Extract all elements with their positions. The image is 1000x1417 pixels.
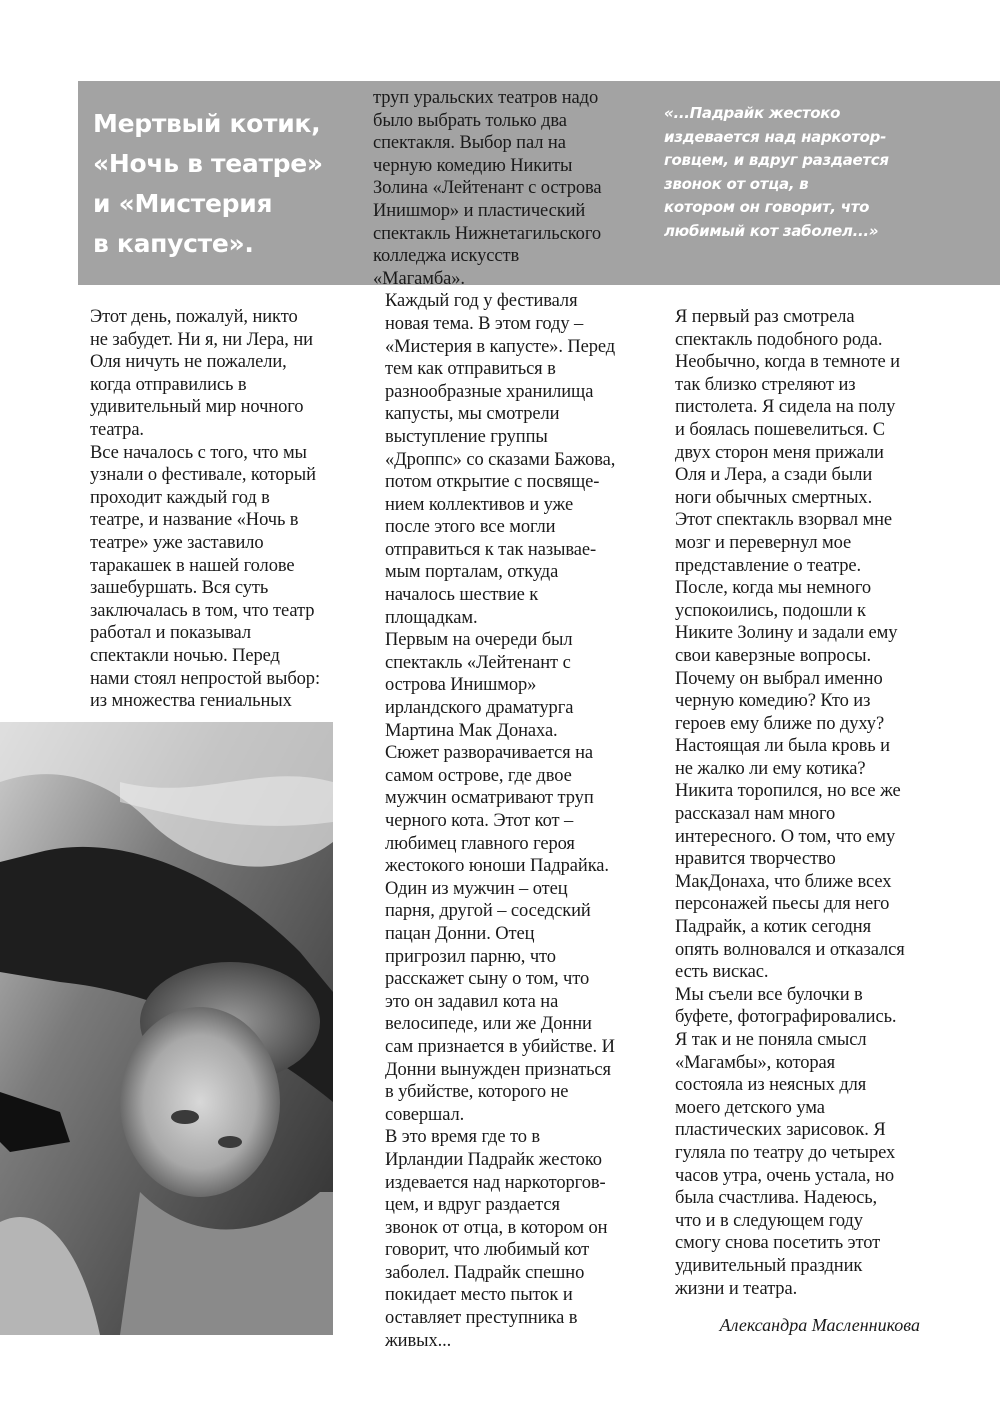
text-line: Этот спектакль взорвал мне	[675, 510, 893, 531]
article-paragraph	[663, 509, 925, 577]
headline-line: и «Мистерия	[93, 189, 273, 218]
pullquote-line: любимый кот заболел...»	[664, 221, 879, 240]
text-line: отправиться к так называе-	[385, 539, 597, 560]
article-column-3	[663, 306, 925, 1300]
text-line: было выбрать только два	[373, 110, 567, 131]
text-line: театра.	[90, 419, 144, 440]
text-line: гуляла по театру до четырех	[675, 1142, 896, 1163]
text-line: новая тема. В этом году –	[385, 313, 584, 334]
theatre-photo-image	[0, 722, 333, 1335]
text-line: Я так и не поняла смысл	[675, 1030, 867, 1050]
text-line: часов утра, очень устала, но	[675, 1165, 895, 1186]
text-line: пригрозил парню, что	[385, 946, 556, 967]
text-line: Золина «Лейтенант с острова	[373, 178, 602, 199]
text-line: Необычно, когда в темноте и	[675, 352, 900, 373]
text-line: После, когда мы немного	[675, 578, 871, 599]
text-line: пластических зарисовок. Я	[675, 1120, 886, 1141]
text-line: свои каверзные вопросы.	[675, 645, 871, 666]
text-line: Донни вынужден признаться	[385, 1059, 611, 1080]
text-line: ноги обычных смертных.	[675, 487, 873, 508]
text-line: заболел. Падрайк спешно	[385, 1262, 585, 1283]
text-line: Инишмор» и пластический	[373, 200, 586, 221]
text-line: издевается над наркоторгов-	[385, 1172, 606, 1193]
text-line: говорит, что любимый кот	[385, 1240, 590, 1261]
text-line: когда отправились в	[90, 374, 247, 395]
text-line: Все началось с того, что мы	[90, 442, 307, 463]
text-line: любимец главного героя	[385, 833, 575, 854]
text-line: площадкам.	[385, 607, 478, 628]
text-line: двух сторон меня прижали	[675, 442, 884, 463]
text-line: спектакль «Лейтенант с	[385, 652, 571, 673]
text-line: Оля и Лера, а сзади были	[675, 465, 873, 486]
text-line: самом острове, где двое	[385, 765, 572, 786]
text-line: буфете, фотографировались.	[675, 1007, 897, 1028]
text-line: черного кота. Этот кот –	[385, 811, 574, 831]
text-line: нами стоял непростой выбор:	[90, 668, 320, 689]
text-line: Почему он выбрал именно	[675, 668, 883, 689]
pullquote-line: котором он говорит, что	[664, 198, 870, 216]
article-paragraph	[373, 629, 643, 1126]
text-line: так близко стреляют из	[675, 374, 856, 395]
text-line: Оля ничуть не пожалели,	[90, 352, 287, 373]
article-paragraph	[373, 87, 643, 290]
text-line: Мартина Мак Донаха.	[385, 720, 558, 741]
text-line: Сюжет разворачивается на	[385, 743, 593, 764]
text-line: Один из мужчин – отец	[385, 878, 568, 899]
text-line: потом открытие с посвяще-	[385, 472, 600, 493]
text-line: не забудет. Ни я, ни Лера, ни	[90, 329, 313, 350]
pull-quote	[664, 102, 994, 243]
article-column-2	[373, 87, 643, 1352]
text-line: заключалась в том, что театр	[90, 600, 315, 621]
text-line: Падрайк, а котик сегодня	[675, 917, 871, 938]
text-line: была счастлива. Надеюсь,	[675, 1188, 878, 1209]
text-line: Я первый раз смотрела	[675, 307, 855, 327]
text-line: велосипеде, или же Донни	[385, 1014, 592, 1035]
text-line: разнообразные хранилища	[385, 381, 594, 402]
article-paragraph	[663, 984, 925, 1300]
text-line: спектакль Нижнетагильского	[373, 223, 601, 244]
text-line: рассказал нам много	[675, 804, 836, 825]
text-line: «Дроппс» со сказами Бажова,	[385, 449, 616, 470]
text-line: в убийстве, которого не	[385, 1082, 569, 1103]
text-line: спектакли ночью. Перед	[90, 645, 280, 666]
article-headline	[93, 104, 363, 264]
text-line: работал и показывал	[90, 623, 251, 644]
text-line: нравится творчество	[675, 849, 836, 870]
text-line: это он задавил кота на	[385, 991, 559, 1012]
text-line: из множества гениальных	[90, 691, 292, 712]
pullquote-line: «...Падрайк жестоко	[664, 104, 841, 122]
text-line: героев ему ближе по духу?	[675, 713, 885, 734]
text-line: смогу снова посетить этот	[675, 1233, 881, 1254]
text-line: «Мистерия в капусте». Перед	[385, 336, 616, 357]
article-paragraph	[78, 442, 348, 713]
article-paragraph	[78, 306, 348, 442]
pullquote-line: звонок от отца, в	[664, 174, 809, 193]
text-line: жестокого юноши Падрайка.	[385, 856, 609, 877]
text-line: пистолета. Я сидела на полу	[675, 397, 896, 418]
author-signature: Александра Масленникова	[719, 1315, 920, 1335]
pullquote-line: издевается над наркотор-	[664, 127, 887, 146]
text-line: моего детского ума	[675, 1097, 825, 1118]
article-paragraph	[663, 577, 925, 984]
text-line: театре, и название «Ночь в	[90, 510, 299, 531]
text-line: интересного. О том, что ему	[675, 826, 896, 847]
text-line: черную комедию Никиты	[373, 155, 573, 176]
text-line: ирландского драматурга	[385, 698, 574, 719]
text-line: театре» уже заставило	[90, 532, 264, 553]
text-line: зашебуршать. Вся суть	[90, 578, 269, 599]
text-line: выступление группы	[385, 426, 548, 447]
text-line: представление о театре.	[675, 555, 862, 576]
text-line: после этого все могли	[385, 517, 556, 538]
text-line: Ирландии Падрайк жестоко	[385, 1149, 602, 1170]
text-line: что и в следующем году	[675, 1210, 863, 1231]
text-line: покидает место пыток и	[385, 1285, 573, 1306]
text-line: Первым на очереди был	[385, 630, 573, 651]
text-line: оставляет преступника в	[385, 1308, 578, 1329]
text-line: совершал.	[385, 1104, 465, 1125]
text-line: началось шествие к	[385, 585, 539, 606]
text-line: колледжа искусств	[373, 246, 520, 267]
text-line: сам признается в убийстве. И	[385, 1036, 615, 1057]
text-line: тем как отправиться в	[385, 359, 556, 380]
text-line: жизни и театра.	[675, 1278, 798, 1299]
headline-line: «Ночь в театре»	[93, 149, 323, 178]
text-line: удивительный праздник	[675, 1255, 863, 1276]
text-line: острова Инишмор»	[385, 675, 537, 696]
text-line: Никита торопился, но все же	[675, 781, 901, 802]
text-line: есть вискас.	[675, 962, 769, 983]
text-line: нием коллективов и уже	[385, 494, 574, 515]
text-line: не жалко ли ему котика?	[675, 758, 866, 779]
text-line: цем, и вдруг раздается	[385, 1195, 560, 1216]
text-line: парня, другой – соседский	[385, 901, 591, 922]
text-line: «Магамба».	[373, 268, 465, 289]
text-line: капусты, мы смотрели	[385, 404, 560, 425]
text-line: мым порталам, откуда	[385, 562, 559, 583]
theatre-photo	[0, 722, 333, 1335]
text-line: спектакль подобного рода.	[675, 329, 883, 350]
text-line: живых...	[385, 1330, 452, 1351]
text-line: опять волновался и отказался	[675, 939, 905, 960]
text-line: В это время где то в	[385, 1127, 541, 1148]
text-line: Никите Золину и задали ему	[675, 623, 898, 644]
text-line: труп уральских театров надо	[373, 88, 599, 108]
text-line: таракашек в нашей голове	[90, 555, 295, 576]
text-line: мужчин осматривают труп	[385, 788, 594, 809]
text-line: МакДонаха, что ближе всех	[675, 871, 892, 892]
text-line: удивительный мир ночного	[90, 397, 304, 418]
article-paragraph	[373, 1126, 643, 1352]
text-line: Настоящая ли была кровь и	[675, 736, 890, 757]
text-line: успокоились, подошли к	[675, 600, 866, 621]
headline-line: в капусте».	[93, 229, 254, 258]
text-line: «Магамбы», которая	[675, 1052, 836, 1073]
article-paragraph	[663, 306, 925, 509]
text-line: Мы съели все булочки в	[675, 984, 863, 1005]
text-line: расскажет сыну о том, что	[385, 969, 590, 990]
text-line: Этот день, пожалуй, никто	[90, 307, 298, 327]
text-line: узнали о фестивале, который	[90, 465, 316, 486]
text-line: пацан Донни. Отец	[385, 923, 535, 944]
article-column-1	[78, 306, 348, 713]
text-line: спектакля. Выбор пал на	[373, 133, 566, 154]
text-line: черную комедию? Кто из	[675, 691, 871, 712]
text-line: персонажей пьесы для него	[675, 894, 890, 915]
headline-line: Мертвый котик,	[93, 109, 321, 138]
text-line: звонок от отца, в котором он	[385, 1217, 608, 1238]
text-line: проходит каждый год в	[90, 487, 270, 508]
text-line: состояла из неясных для	[675, 1075, 867, 1096]
text-line: мозг и перевернул мое	[675, 532, 852, 553]
text-line: и боялась пошевелиться. С	[675, 419, 885, 440]
pullquote-line: говцем, и вдруг раздается	[664, 151, 889, 169]
text-line: Каждый год у фестиваля	[385, 291, 578, 312]
article-paragraph	[373, 290, 643, 629]
